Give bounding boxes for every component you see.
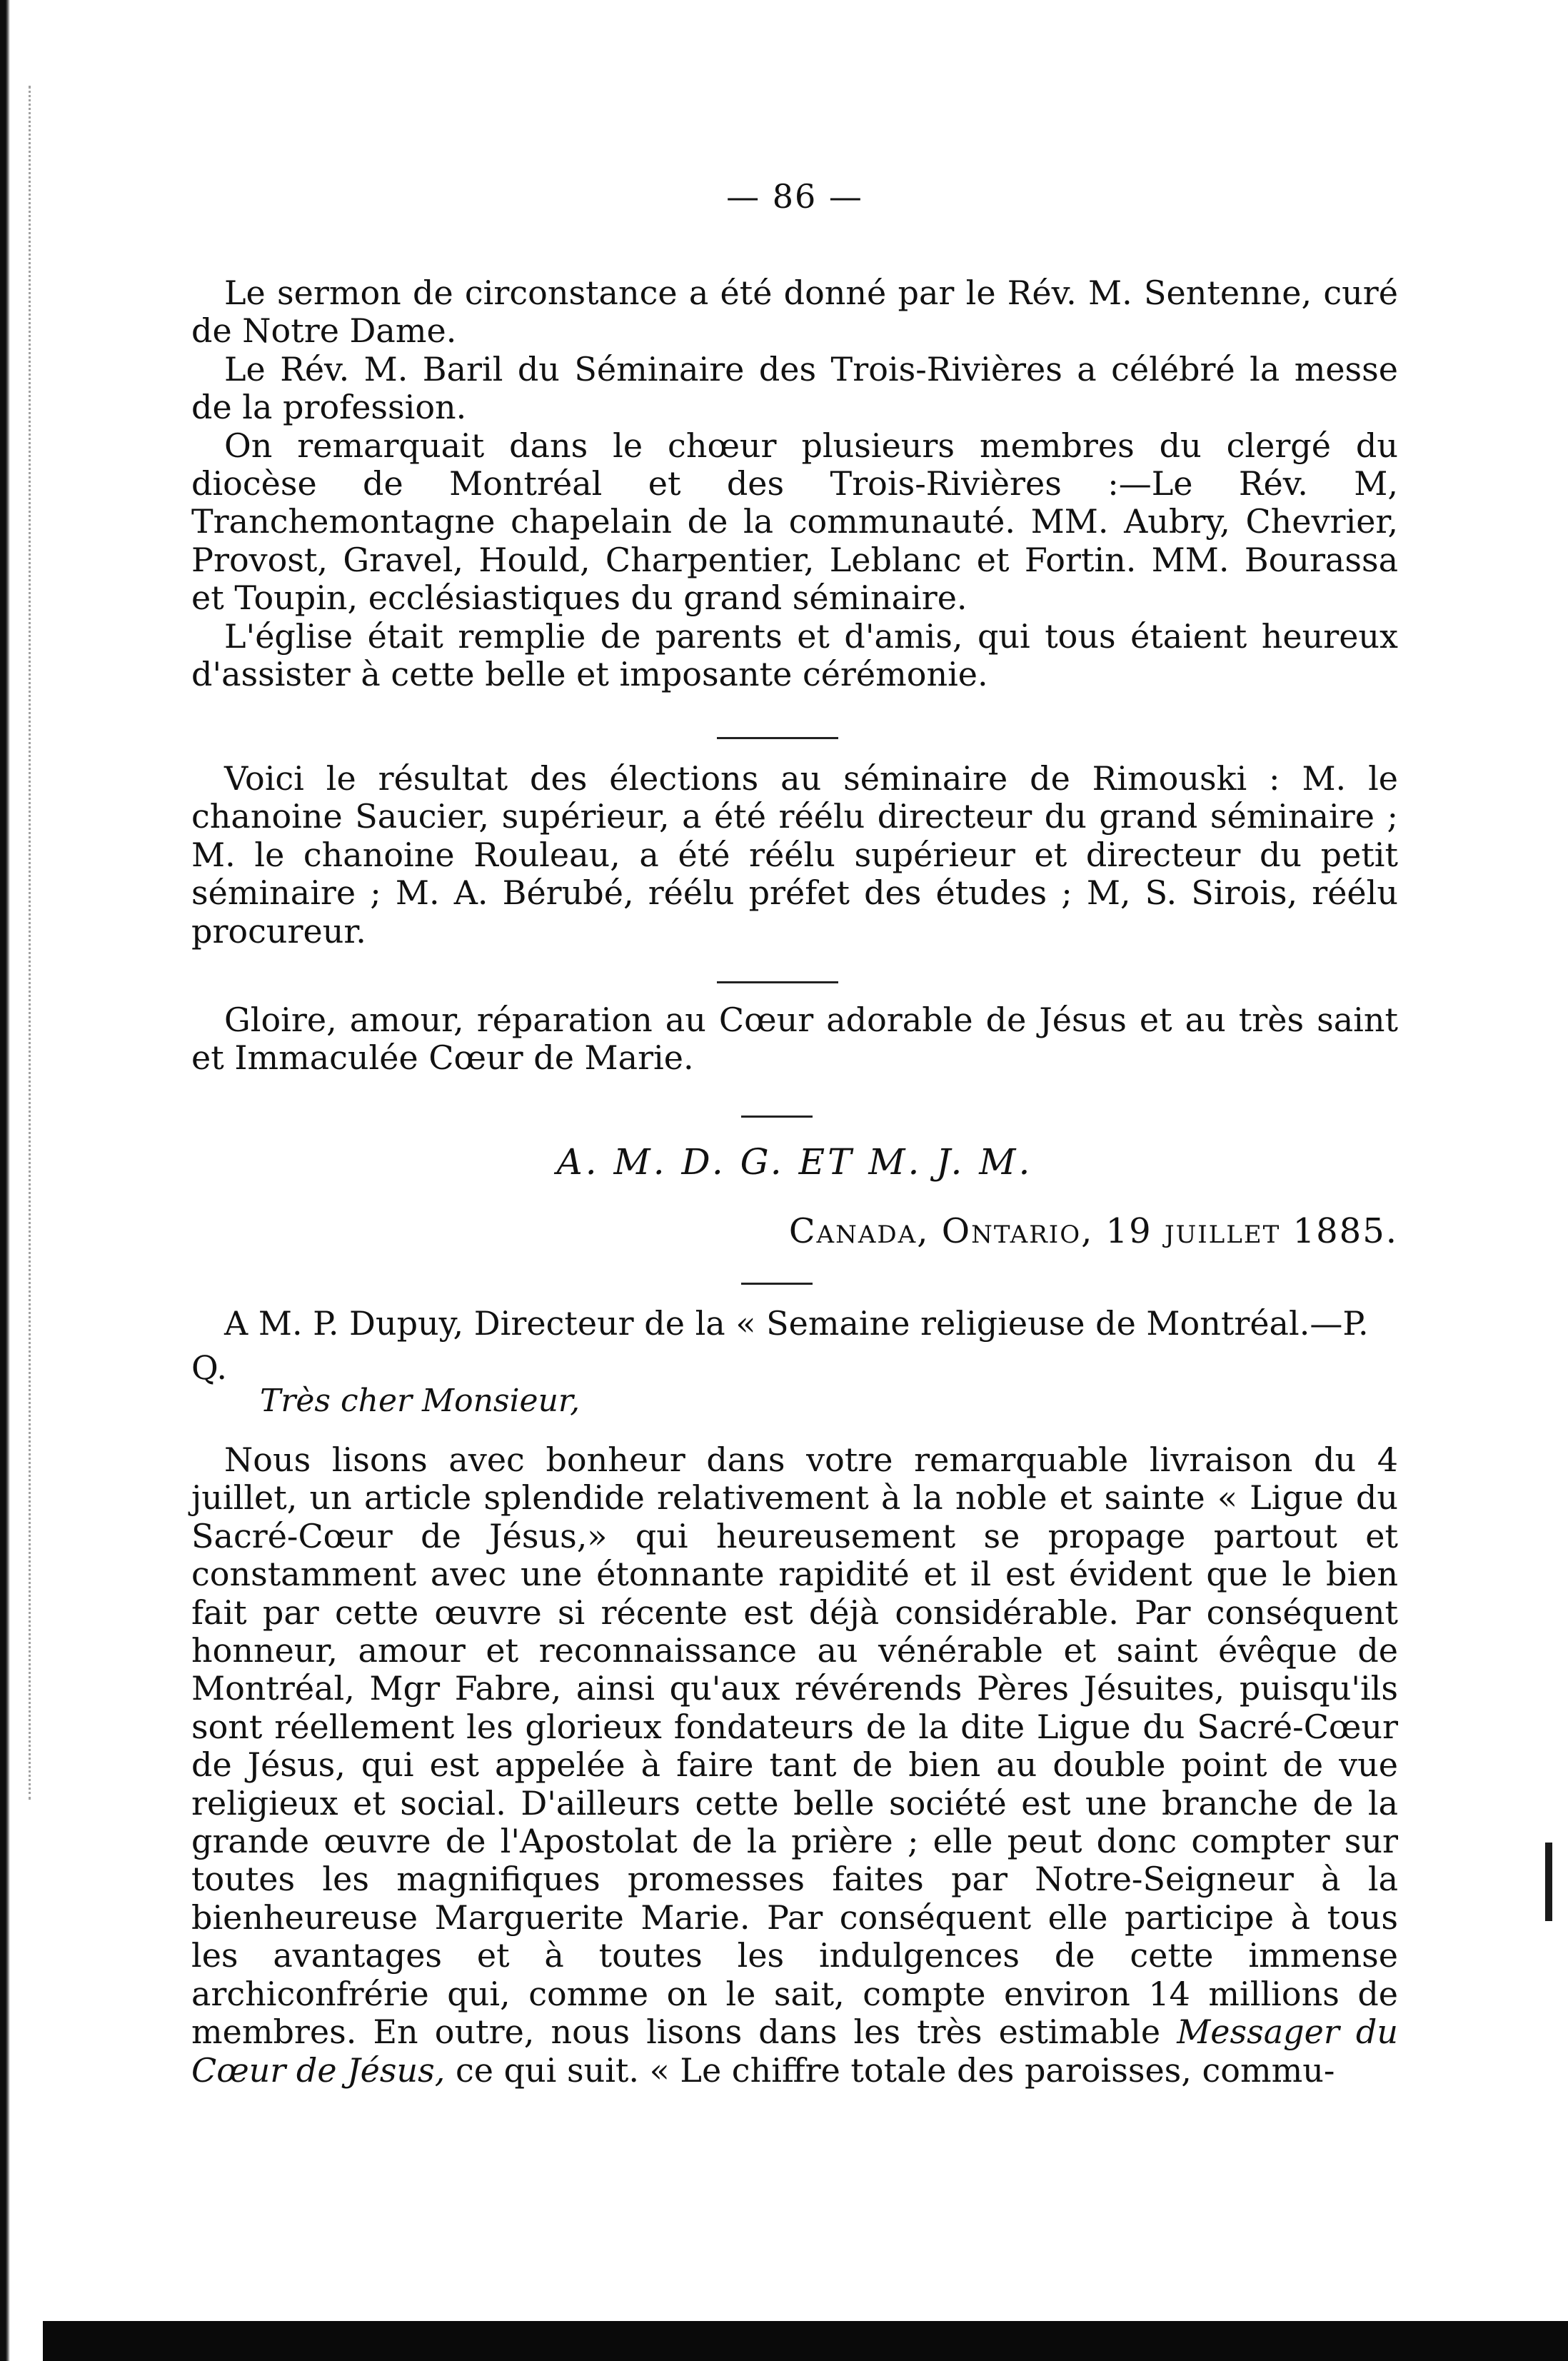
dedication-heading: A. M. D. G. ET M. J. M. xyxy=(556,1141,1033,1183)
periodical-title: Messager du Cœur de Jésus, xyxy=(191,2012,1398,2090)
letter-body xyxy=(191,1441,1398,2090)
letter-salutation: Très cher Monsieur, xyxy=(260,1383,581,1419)
separator-rule xyxy=(741,1283,813,1285)
paragraph-elections: Voici le résultat des élections au séminaire de Rimouski : M. le chanoine Saucier, supérieur, a été réélu directeur du grand séminaire ; M. le chanoine Rouleau, a été réélu supérieur et directeur du petit séminaire ; M. A. Bérubé, réélu préfet des études ; M, S. Sirois, réélu procureur. xyxy=(191,759,1398,951)
separator-rule xyxy=(741,1116,813,1118)
scan-left-margin-marks xyxy=(29,86,33,1800)
paragraph-clergy: On remarquait dans le chœur plusieurs membres du clergé du diocèse de Montréal et des Trois-Rivières :—Le Rév. M, Tranchemontagne chapelain de la communauté. MM. Aubry, Chevrier, Provost, Gravel, Hould, Charpentier, Leblanc et Fortin. MM. Bourassa et Toupin, ecclésiastiques du grand séminaire. xyxy=(191,426,1398,618)
letter-text-continued: ce qui suit. « Le chiffre totale des paroisses, commu- xyxy=(445,2050,1335,2090)
sermon-section xyxy=(191,274,1398,693)
paragraph-gloire: Gloire, amour, réparation au Cœur adorable de Jésus et au très saint et Immaculée Cœur de Marie. xyxy=(191,1001,1398,1078)
paragraph-sermon: Le sermon de circonstance a été donné par le Rév. M. Sentenne, curé de Notre Dame. xyxy=(191,274,1398,351)
paragraph-letter xyxy=(191,1441,1398,2090)
paragraph-mass: Le Rév. M. Baril du Séminaire des Trois-Rivières a célébré la messe de la profession. xyxy=(191,349,1398,427)
page-number: — 86 — xyxy=(726,177,863,216)
paragraph-church: L'église était remplie de parents et d'amis, qui tous étaient heureux d'assister à cette belle et imposante cérémonie. xyxy=(191,616,1398,694)
dateline: Canada, Ontario, 19 juillet 1885. xyxy=(788,1211,1398,1251)
gloire-section xyxy=(191,1001,1398,1078)
scan-left-edge xyxy=(0,0,10,2361)
separator-rule xyxy=(717,981,838,983)
letter-text: Nous lisons avec bonheur dans votre remarquable livraison du 4 juillet, un article splendide relativement à la noble et sainte « Ligue du Sacré-Cœur de Jésus,» qui heureusement se propage partout et constamment avec une étonnante rapidité et il est évident que le bien fait par cette œuvre si récente est déjà considérable. Par conséquent honneur, amour et reconnaissance au vénérable et saint évêque de Montréal, Mgr Fabre, ainsi qu'aux révérends Pères Jésuites, puisqu'ils sont réellement les glorieux fondateurs de la dite Ligue du Sacré-Cœur de Jésus, qui est appelée à faire tant de bien au double point de vue religieux et social. D'ailleurs cette belle société est une branche de la grande œuvre de l'Apostolat de la prière ; elle peut donc compter sur toutes les magnifiques promesses faites par Notre-Seigneur à la bienheureuse Marguerite Marie. Par conséquent elle participe à tous les avantages et à toutes les indulgences de cette immense archiconfrérie qui, comme on le sait, compte environ 14 millions de membres. En outre, nous lisons dans les très estimable xyxy=(191,1440,1398,2052)
elections-section xyxy=(191,760,1398,951)
scan-bottom-bar xyxy=(43,2321,1568,2361)
letter-address: A M. P. Dupuy, Directeur de la « Semaine religieuse de Montréal.—P. Q. xyxy=(191,1304,1369,1387)
scan-right-edge-mark xyxy=(1545,1843,1552,1921)
separator-rule xyxy=(717,737,838,739)
